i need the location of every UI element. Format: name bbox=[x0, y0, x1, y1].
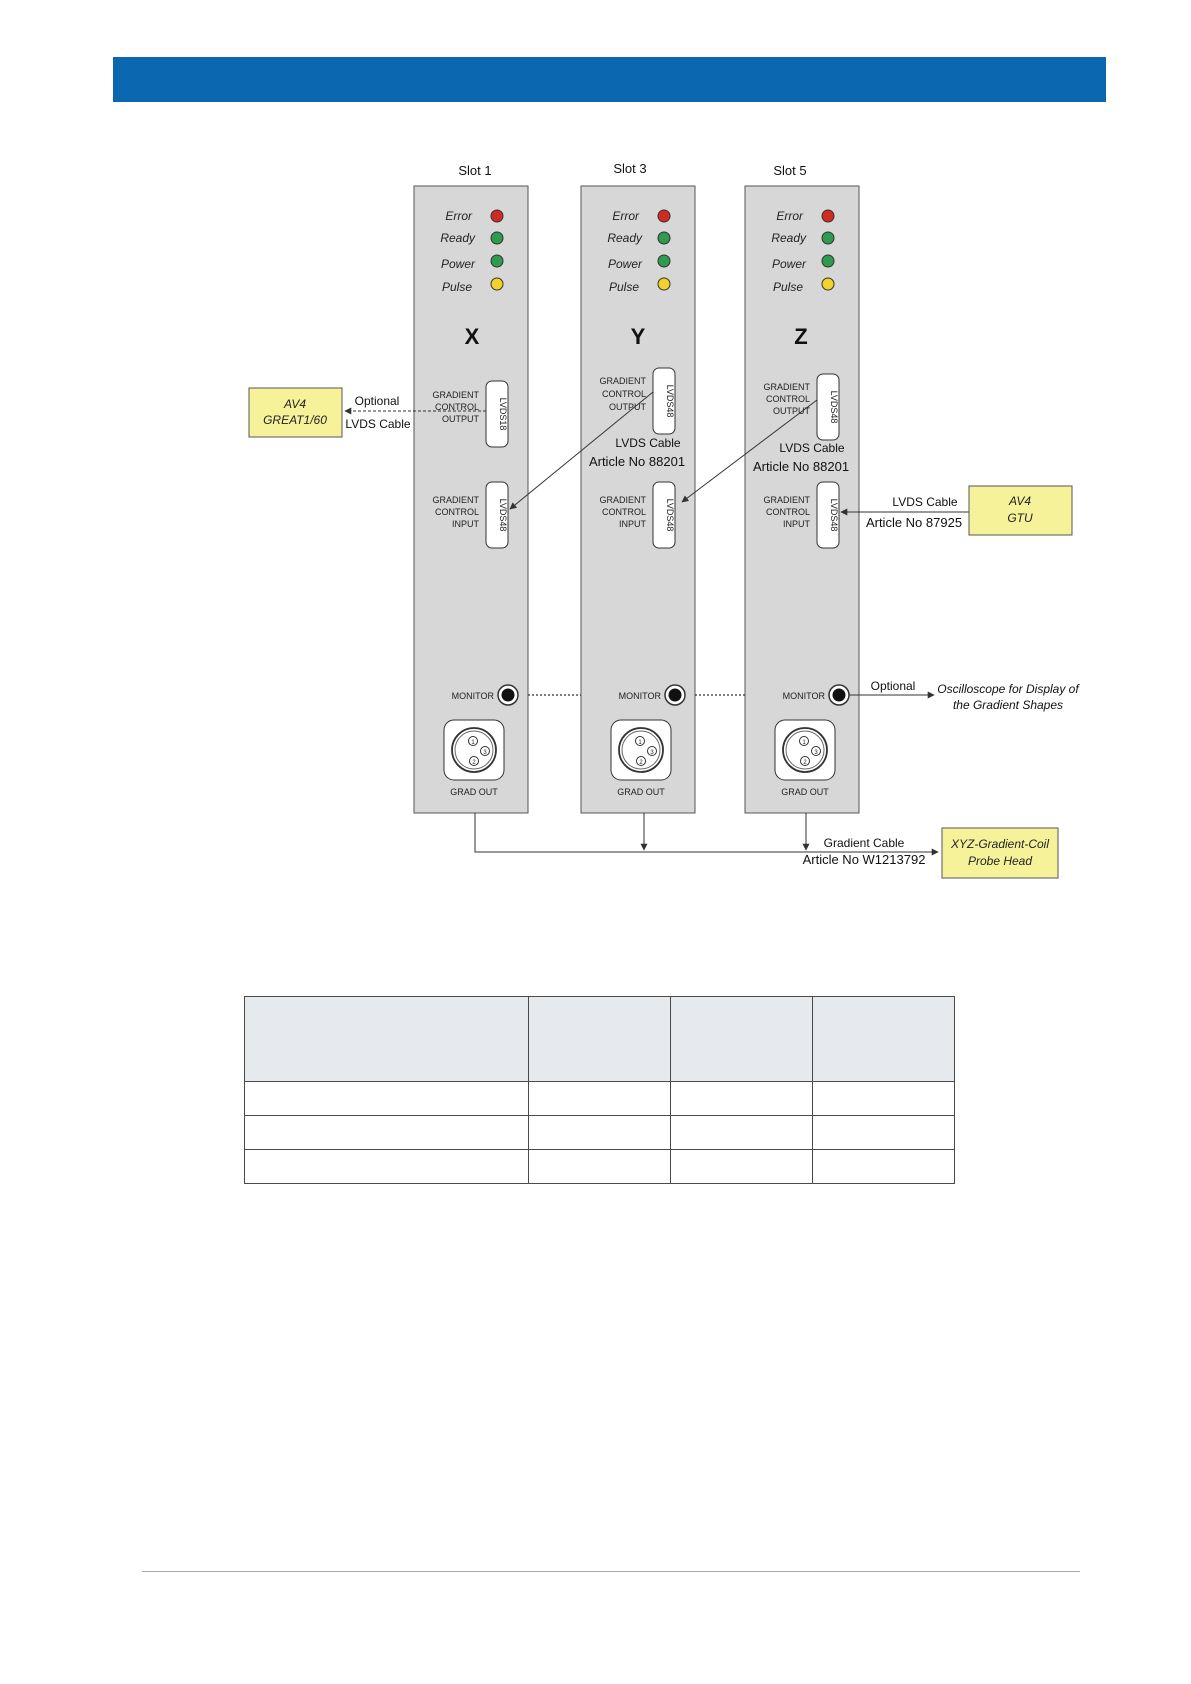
box-gtu-line2: GTU bbox=[1007, 511, 1033, 525]
gradient-cable-label: Gradient Cable bbox=[823, 836, 905, 850]
table-row bbox=[245, 1082, 955, 1116]
led-power bbox=[491, 255, 503, 267]
panel-x bbox=[414, 163, 528, 813]
box-great-line2: GREAT1/60 bbox=[263, 413, 327, 427]
led-error bbox=[491, 210, 503, 222]
panel-y bbox=[581, 161, 695, 813]
gtu-cable-article: Article No 87925 bbox=[865, 515, 963, 530]
slot-label-z: Slot 5 bbox=[773, 163, 807, 178]
box-probe-line2: Probe Head bbox=[967, 854, 1033, 868]
table-header-row bbox=[245, 997, 955, 1082]
svg-text:OUTPUT: OUTPUT bbox=[773, 406, 810, 416]
led-label-error: Error bbox=[445, 209, 472, 223]
svg-text:Ready: Ready bbox=[607, 231, 642, 245]
table-cell bbox=[813, 1116, 955, 1150]
table-cell bbox=[529, 1116, 671, 1150]
svg-text:GRAD OUT: GRAD OUT bbox=[781, 787, 829, 797]
table-cell bbox=[813, 1150, 955, 1184]
svg-text:Power: Power bbox=[771, 257, 806, 271]
footer-divider bbox=[142, 1571, 1080, 1572]
svg-text:INPUT: INPUT bbox=[619, 519, 646, 529]
svg-text:GRADIENT: GRADIENT bbox=[599, 495, 646, 505]
table-cell bbox=[529, 1150, 671, 1184]
gci-line1: GRADIENT bbox=[432, 495, 479, 505]
svg-text:3: 3 bbox=[650, 750, 654, 756]
svg-text:OUTPUT: OUTPUT bbox=[609, 402, 646, 412]
gradient-cable-article: Article No W1213792 bbox=[802, 852, 926, 867]
box-probe bbox=[942, 828, 1058, 878]
box-gtu-line1: AV4 bbox=[1008, 494, 1032, 508]
grad-out-connector-z bbox=[775, 720, 835, 780]
svg-text:3: 3 bbox=[814, 750, 818, 756]
table-header-cell bbox=[245, 997, 529, 1082]
table-cell bbox=[671, 1116, 813, 1150]
svg-text:CONTROL: CONTROL bbox=[765, 507, 810, 517]
table-cell bbox=[245, 1116, 529, 1150]
axis-y: Y bbox=[630, 324, 646, 349]
gco-line1: GRADIENT bbox=[432, 390, 479, 400]
pin-1-x: 1 bbox=[471, 740, 475, 746]
svg-text:Error: Error bbox=[776, 209, 803, 223]
cable-z-label: LVDS Cable bbox=[779, 441, 845, 455]
grad-out-label-x: GRAD OUT bbox=[450, 787, 498, 797]
svg-text:2: 2 bbox=[803, 760, 807, 766]
svg-text:GRADIENT: GRADIENT bbox=[763, 495, 810, 505]
svg-text:Pulse: Pulse bbox=[772, 280, 803, 294]
gco-line3: OUTPUT bbox=[442, 414, 479, 424]
pin-2-x: 2 bbox=[472, 760, 476, 766]
box-great-line1: AV4 bbox=[283, 397, 307, 411]
gco-line2: CONTROL bbox=[434, 402, 479, 412]
svg-text:LVDS48: LVDS48 bbox=[829, 390, 839, 424]
svg-text:1: 1 bbox=[638, 740, 642, 746]
table-header-cell bbox=[671, 997, 813, 1082]
axis-z: Z bbox=[794, 324, 808, 349]
svg-text:Ready: Ready bbox=[771, 231, 806, 245]
table-cell bbox=[529, 1082, 671, 1116]
table-row bbox=[245, 1116, 955, 1150]
slot-label-x: Slot 1 bbox=[458, 163, 492, 178]
grad-out-connector-x bbox=[444, 720, 504, 780]
svg-text:Power: Power bbox=[607, 257, 642, 271]
led-label-pulse: Pulse bbox=[441, 280, 472, 294]
svg-text:CONTROL: CONTROL bbox=[765, 394, 810, 404]
table-cell bbox=[245, 1082, 529, 1116]
svg-text:LVDS48: LVDS48 bbox=[665, 498, 675, 532]
table-cell bbox=[671, 1082, 813, 1116]
svg-text:INPUT: INPUT bbox=[783, 519, 810, 529]
cable-y-article: Article No 88201 bbox=[588, 454, 686, 469]
cable-z-article: Article No 88201 bbox=[752, 459, 850, 474]
grad-out-connector-y bbox=[611, 720, 671, 780]
svg-text:LVDS48: LVDS48 bbox=[829, 498, 839, 532]
svg-text:2: 2 bbox=[639, 760, 643, 766]
gtu-cable-label: LVDS Cable bbox=[892, 495, 958, 509]
monitor-label-x: MONITOR bbox=[451, 691, 494, 701]
svg-text:1: 1 bbox=[802, 740, 806, 746]
scope-line2: the Gradient Shapes bbox=[952, 698, 1064, 712]
led-pulse bbox=[491, 278, 503, 290]
slot-label-y: Slot 3 bbox=[613, 161, 647, 176]
svg-text:CONTROL: CONTROL bbox=[601, 507, 646, 517]
led-label-power: Power bbox=[440, 257, 475, 271]
svg-text:MONITOR: MONITOR bbox=[782, 691, 825, 701]
connector-label-output-x: LVDS18 bbox=[498, 397, 508, 431]
led-label-ready: Ready bbox=[440, 231, 475, 245]
table-header-cell bbox=[813, 997, 955, 1082]
pin-3-x: 3 bbox=[483, 750, 487, 756]
svg-text:MONITOR: MONITOR bbox=[618, 691, 661, 701]
cable-y-label: LVDS Cable bbox=[615, 436, 681, 450]
svg-text:LVDS48: LVDS48 bbox=[665, 384, 675, 418]
svg-text:GRAD OUT: GRAD OUT bbox=[617, 787, 665, 797]
table-cell bbox=[671, 1150, 813, 1184]
data-table bbox=[244, 996, 955, 1184]
svg-text:GRADIENT: GRADIENT bbox=[763, 382, 810, 392]
table-header-cell bbox=[529, 997, 671, 1082]
optional-label: Optional bbox=[354, 394, 400, 408]
box-probe-line1: XYZ-Gradient-Coil bbox=[950, 837, 1050, 851]
svg-text:Pulse: Pulse bbox=[608, 280, 639, 294]
gci-line3: INPUT bbox=[452, 519, 479, 529]
gci-line2: CONTROL bbox=[434, 507, 479, 517]
optional-scope-label: Optional bbox=[870, 679, 916, 693]
scope-line1: Oscilloscope for Display of bbox=[937, 682, 1079, 696]
table-row bbox=[245, 1150, 955, 1184]
connector-label-input-x: LVDS48 bbox=[498, 498, 508, 532]
table-cell bbox=[245, 1150, 529, 1184]
axis-x: X bbox=[464, 324, 480, 349]
table-cell bbox=[813, 1082, 955, 1116]
svg-text:GRADIENT: GRADIENT bbox=[599, 376, 646, 386]
svg-text:CONTROL: CONTROL bbox=[601, 389, 646, 399]
panel-z bbox=[745, 163, 859, 813]
svg-text:Error: Error bbox=[612, 209, 639, 223]
optional-lvds-cable: LVDS Cable bbox=[345, 417, 411, 431]
led-ready bbox=[491, 232, 503, 244]
